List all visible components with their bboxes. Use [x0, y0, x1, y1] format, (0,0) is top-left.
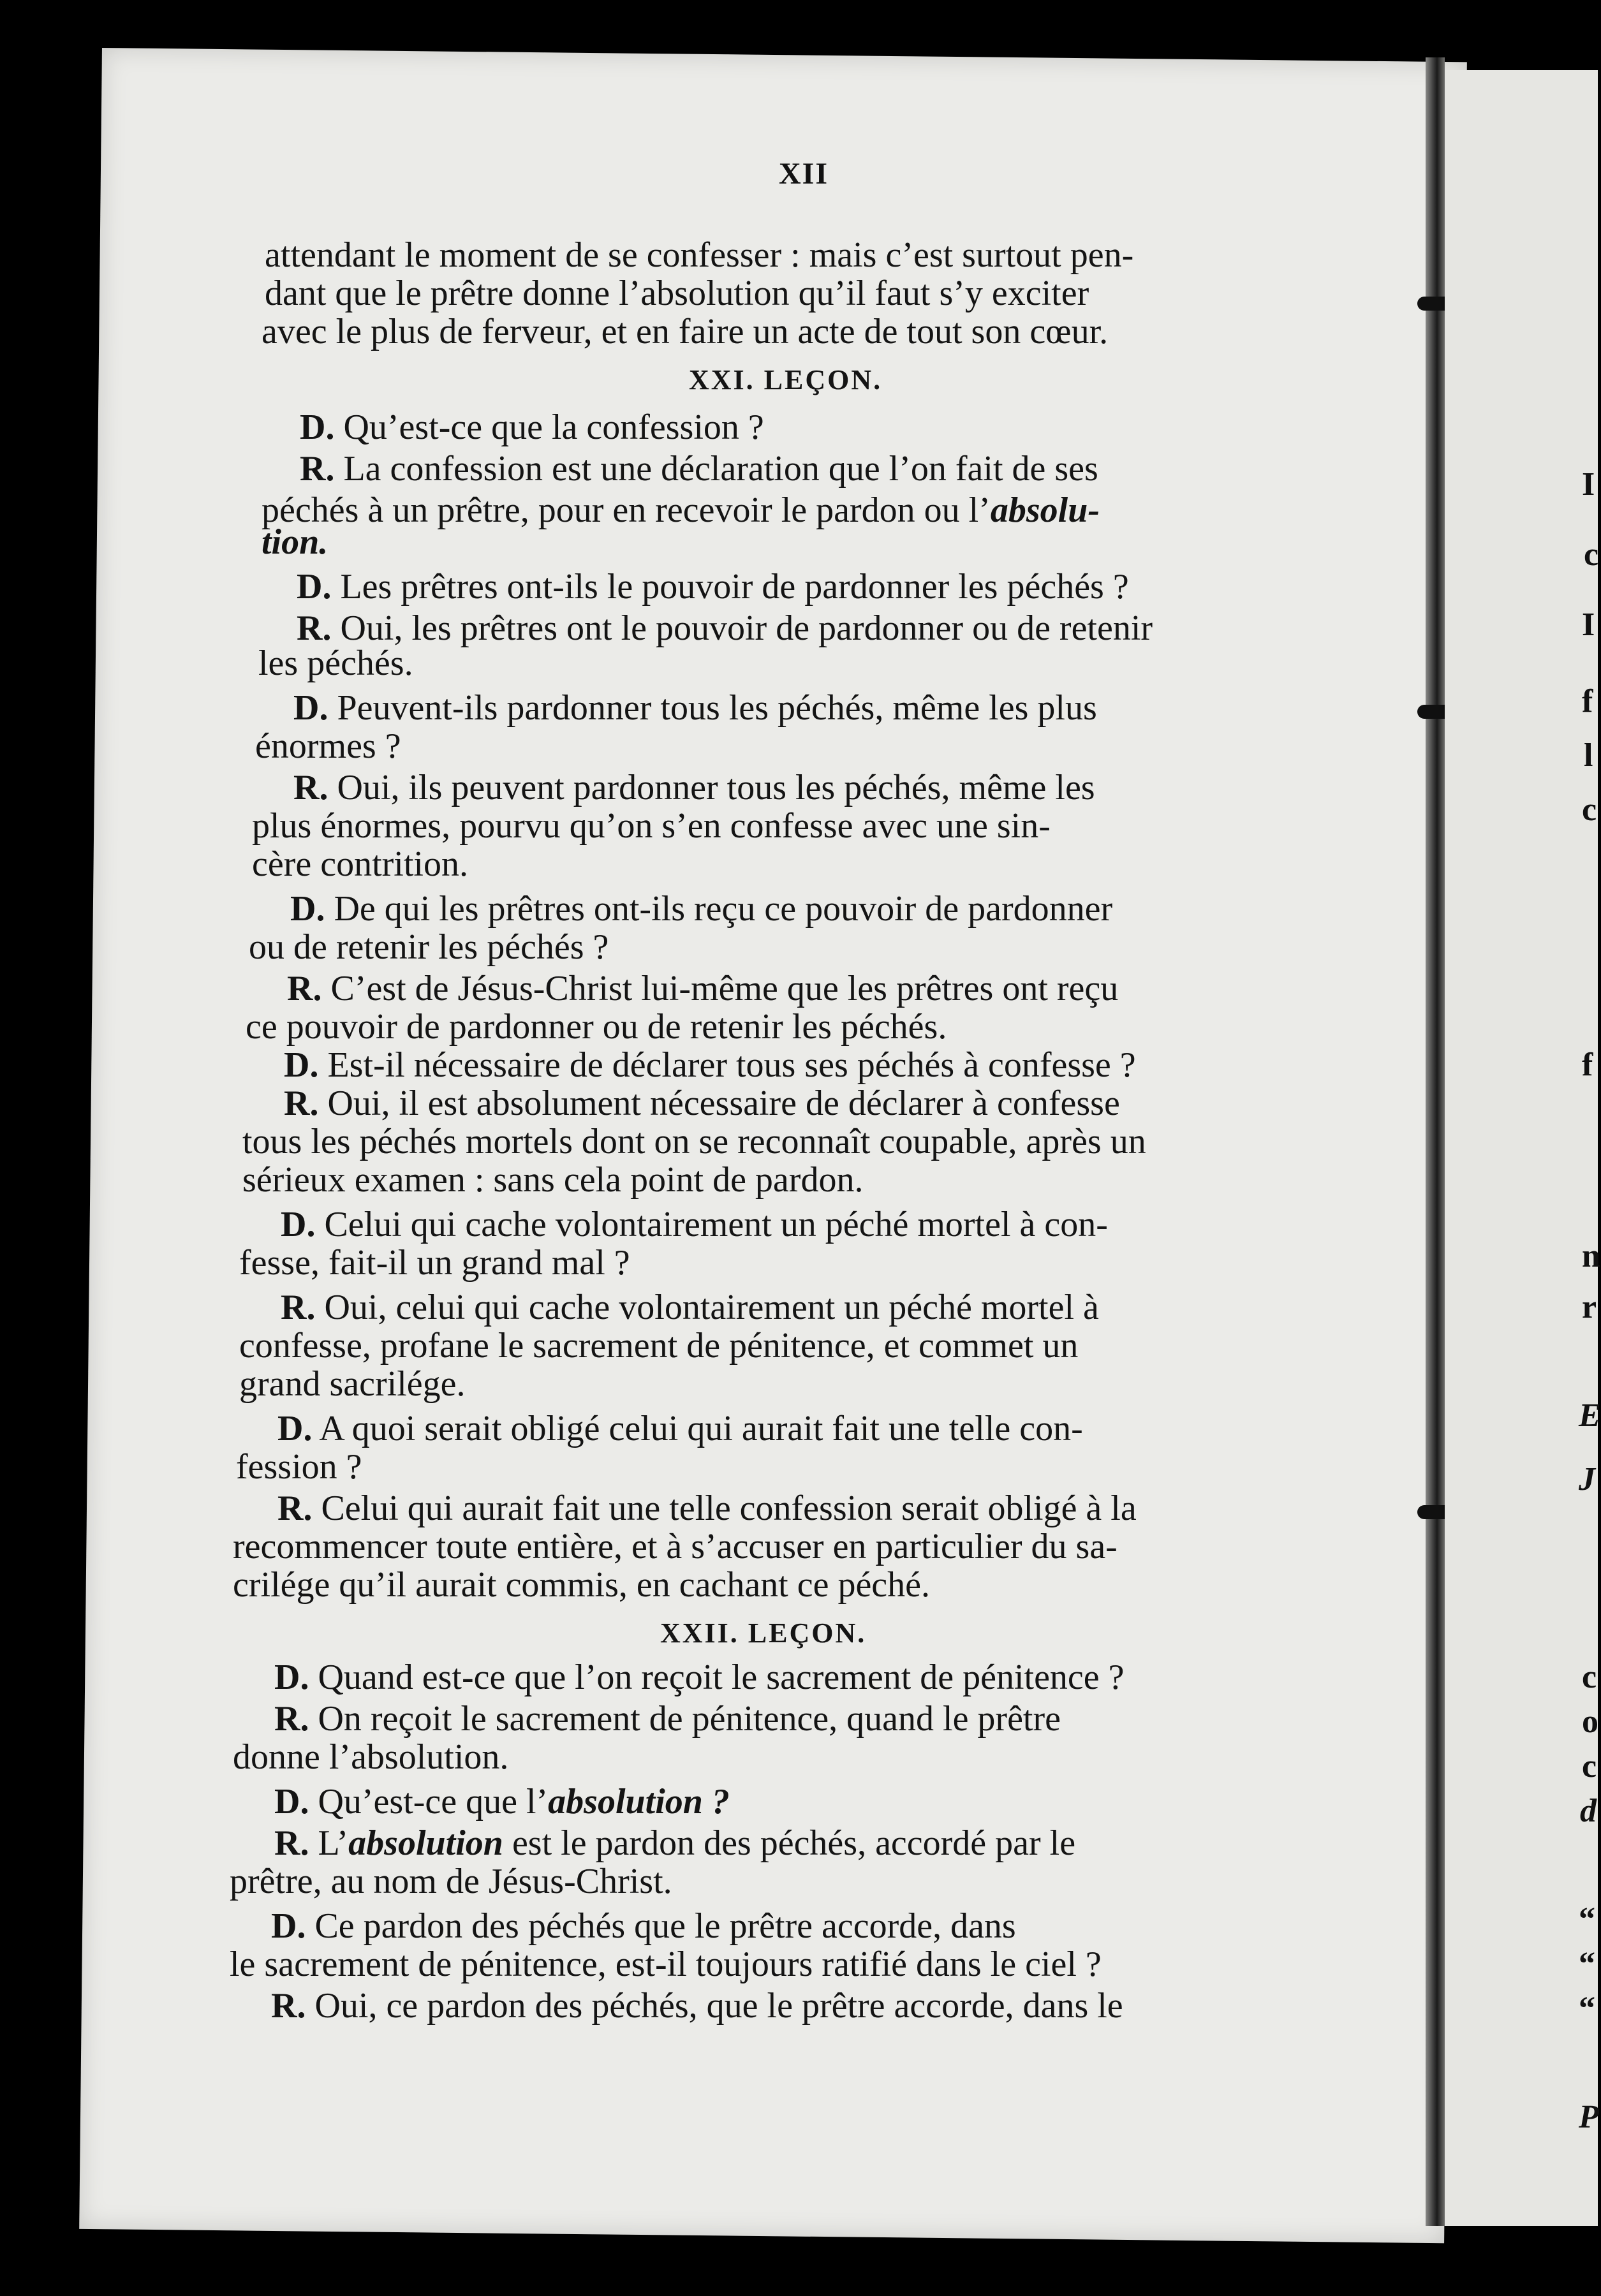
answer-marker: R. — [293, 768, 328, 807]
text-line: grand sacrilége. — [239, 1364, 466, 1404]
facing-page-char: E — [1579, 1397, 1601, 1434]
text-line: le sacrement de pénitence, est-il toujours ratifié dans le ciel ? — [230, 1945, 1102, 1984]
facing-page-char: P — [1579, 2099, 1599, 2135]
answer-marker: R. — [281, 1288, 316, 1327]
question-line: D. A quoi serait obligé celui qui aurait fait une telle con- — [277, 1409, 1083, 1448]
question-marker: D. — [300, 408, 335, 447]
lesson-heading-xxii: XXII. LEÇON. — [660, 1617, 867, 1649]
italic-term: tion. — [262, 522, 328, 562]
answer-marker: R. — [297, 608, 332, 648]
question-line: D. Celui qui cache volontairement un péché mortel à con- — [281, 1205, 1108, 1244]
question-marker: D. — [274, 1782, 309, 1821]
text-run: est le pardon des péchés, accordé par le — [503, 1823, 1076, 1863]
question-line: D. De qui les prêtres ont-ils reçu ce pouvoir de pardonner — [290, 889, 1113, 929]
facing-page-char: n — [1582, 1238, 1600, 1274]
facing-page-char: c — [1582, 1748, 1597, 1785]
question-marker: D. — [284, 1045, 319, 1085]
answer-marker: R. — [284, 1084, 319, 1123]
question-line — [274, 1783, 730, 1821]
answer-line: R. Celui qui aurait fait une telle confession serait obligé à la — [277, 1489, 1137, 1528]
facing-page-char: “ — [1579, 1946, 1595, 1982]
text-line: plus énormes, pourvu qu’on s’en confesse avec une sin- — [252, 806, 1051, 846]
text-line — [262, 523, 328, 561]
facing-page-char: f — [1582, 683, 1593, 719]
question-line: D. Quand est-ce que l’on reçoit le sacrement de pénitence ? — [274, 1658, 1125, 1697]
question-line: D. Est-il nécessaire de déclarer tous ses péchés à confesse ? — [284, 1045, 1136, 1085]
question-marker: D. — [271, 1906, 306, 1946]
question-marker: D. — [274, 1658, 309, 1697]
answer-line — [274, 1824, 1075, 1862]
text-line: énormes ? — [255, 726, 401, 766]
answer-line: R. Oui, celui qui cache volontairement un péché mortel à — [281, 1288, 1099, 1327]
facing-page-char: l — [1584, 737, 1593, 774]
facing-page-char: “ — [1579, 1991, 1595, 2027]
question-marker: D. — [293, 688, 328, 728]
facing-page-char: d — [1580, 1793, 1597, 1829]
book-gutter — [1426, 57, 1445, 2226]
facing-page-char: c — [1582, 1659, 1597, 1695]
text-line: crilége qu’il aurait commis, en cachant ce péché. — [233, 1565, 931, 1605]
answer-line: R. C’est de Jésus-Christ lui-même que les prêtres ont reçu — [287, 969, 1119, 1008]
answer-line: R. La confession est une déclaration que l’on fait de ses — [300, 449, 1098, 489]
text-run: D. Qu’est-ce que l’ — [274, 1782, 549, 1821]
answer-marker: R. — [300, 449, 335, 489]
answer-marker: R. — [277, 1489, 313, 1528]
text-line — [262, 491, 1100, 529]
italic-term: absolution — [348, 1823, 503, 1863]
text-line: prêtre, au nom de Jésus-Christ. — [230, 1862, 672, 1901]
question-marker: D. — [297, 567, 332, 607]
question-marker: D. — [290, 889, 325, 929]
text-line: avec le plus de ferveur, et en faire un acte de tout son cœur. — [262, 312, 1109, 351]
answer-marker: R. — [287, 969, 322, 1008]
answer-line: R. On reçoit le sacrement de pénitence, quand le prêtre — [274, 1699, 1061, 1739]
question-line: D. Peuvent-ils pardonner tous les péchés, même les plus — [293, 688, 1097, 728]
text-line: attendant le moment de se confesser : mais c’est surtout pen- — [265, 235, 1134, 275]
question-marker: D. — [281, 1205, 316, 1244]
facing-page-char: J — [1579, 1461, 1595, 1498]
facing-page-char: c — [1584, 536, 1599, 573]
italic-term: absolu- — [990, 490, 1100, 530]
question-line: D. Les prêtres ont-ils le pouvoir de pardonner les péchés ? — [297, 567, 1129, 607]
text-line: les péchés. — [258, 644, 413, 683]
text-line: sérieux examen : sans cela point de pardon. — [242, 1160, 864, 1200]
answer-marker: R. — [271, 1986, 306, 2026]
text-run: R. L’ — [274, 1823, 349, 1863]
answer-line: R. Oui, ce pardon des péchés, que le prêtre accorde, dans le — [271, 1986, 1123, 2026]
text-line: cère contrition. — [252, 844, 468, 884]
facing-page-char: I — [1582, 466, 1595, 503]
answer-line: R. Oui, ils peuvent pardonner tous les péchés, même les — [293, 768, 1095, 807]
page-number: XII — [778, 157, 829, 191]
italic-term: absolution ? — [548, 1782, 730, 1821]
facing-page-char: o — [1582, 1704, 1598, 1740]
answer-marker: R. — [274, 1823, 309, 1863]
answer-line: R. Oui, les prêtres ont le pouvoir de pardonner ou de retenir — [297, 608, 1153, 648]
lesson-heading-xxi: XXI. LEÇON. — [689, 364, 883, 395]
text-run: péchés à un prêtre, pour en recevoir le pardon ou l’ — [262, 490, 991, 530]
answer-marker: R. — [274, 1699, 309, 1739]
text-line: fession ? — [236, 1447, 362, 1487]
facing-page-char: I — [1582, 607, 1595, 643]
answer-line: R. Oui, il est absolument nécessaire de déclarer à confesse — [284, 1084, 1120, 1123]
text-line: confesse, profane le sacrement de pénitence, et commet un — [239, 1326, 1079, 1365]
question-marker: D. — [277, 1409, 313, 1448]
text-line: ce pouvoir de pardonner ou de retenir les péchés. — [246, 1007, 947, 1047]
text-line: donne l’absolution. — [233, 1737, 509, 1777]
facing-page-char: “ — [1579, 1901, 1595, 1938]
question-line: D. Ce pardon des péchés que le prêtre accorde, dans — [271, 1906, 1016, 1946]
text-line: dant que le prêtre donne l’absolution qu’il faut s’y exciter — [265, 274, 1089, 313]
text-line: ou de retenir les péchés ? — [249, 927, 609, 967]
facing-page-fragment — [1445, 70, 1601, 2226]
text-line: recommencer toute entière, et à s’accuser en particulier du sa- — [233, 1527, 1118, 1566]
text-line: fesse, fait-il un grand mal ? — [239, 1243, 630, 1283]
facing-page-char: f — [1582, 1047, 1593, 1083]
facing-page-char: r — [1582, 1289, 1597, 1325]
text-line: tous les péchés mortels dont on se reconnaît coupable, après un — [242, 1122, 1146, 1161]
question-line: D. Qu’est-ce que la confession ? — [300, 408, 764, 447]
facing-page-char: c — [1582, 791, 1597, 828]
